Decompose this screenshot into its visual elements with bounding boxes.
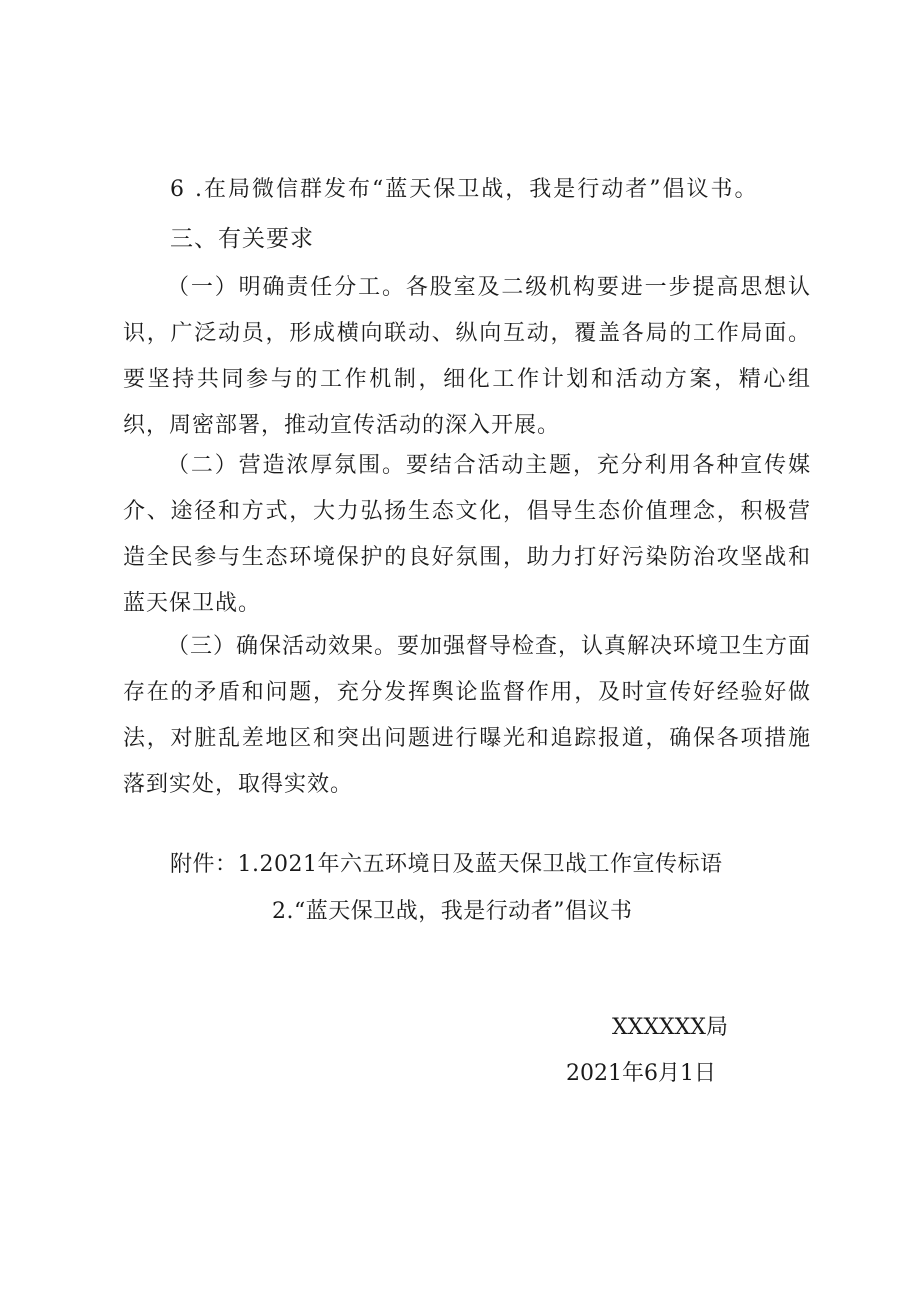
attachment-line-2: 2.“蓝天保卫战，我是行动者”倡议书 <box>272 899 633 924</box>
attachment-line-1: 附件：1.2021年六五环境日及蓝天保卫战工作宣传标语 <box>170 852 723 877</box>
section-heading: 三、有关要求 <box>170 226 314 252</box>
signature-date: 2021年6月1日 <box>566 1061 716 1086</box>
list-item-6: 6 .在局微信群发布“蓝天保卫战，我是行动者”倡议书。 <box>170 177 759 202</box>
paragraph-atmosphere: （二）营造浓厚氛围。要结合活动主题，充分利用各种宣传媒介、途径和方式，大力弘扬生态文化，倡导生态价值理念，积极营造全民参与生态环境保护的良好氛围，助力打好污染防治攻坚战和蓝天保卫战。 <box>123 453 811 616</box>
signature-organization: XXXXXX局 <box>612 1015 728 1040</box>
paragraph-effectiveness: （三）确保活动效果。要加强督导检查，认真解决环境卫生方面存在的矛盾和问题，充分发挥舆论监督作用，及时宣传好经验好做法，对脏乱差地区和突出问题进行曝光和追踪报道，确保各项措施落到实处，取得实效。 <box>123 634 812 797</box>
paragraph-responsibility: （一）明确责任分工。各股室及二级机构要进一步提高思想认识，广泛动员，形成横向联动、纵向互动，覆盖各局的工作局面。要坚持共同参与的工作机制，细化工作计划和活动方案，精心组织，周密部署，推动宣传活动的深入开展。 <box>123 275 811 438</box>
